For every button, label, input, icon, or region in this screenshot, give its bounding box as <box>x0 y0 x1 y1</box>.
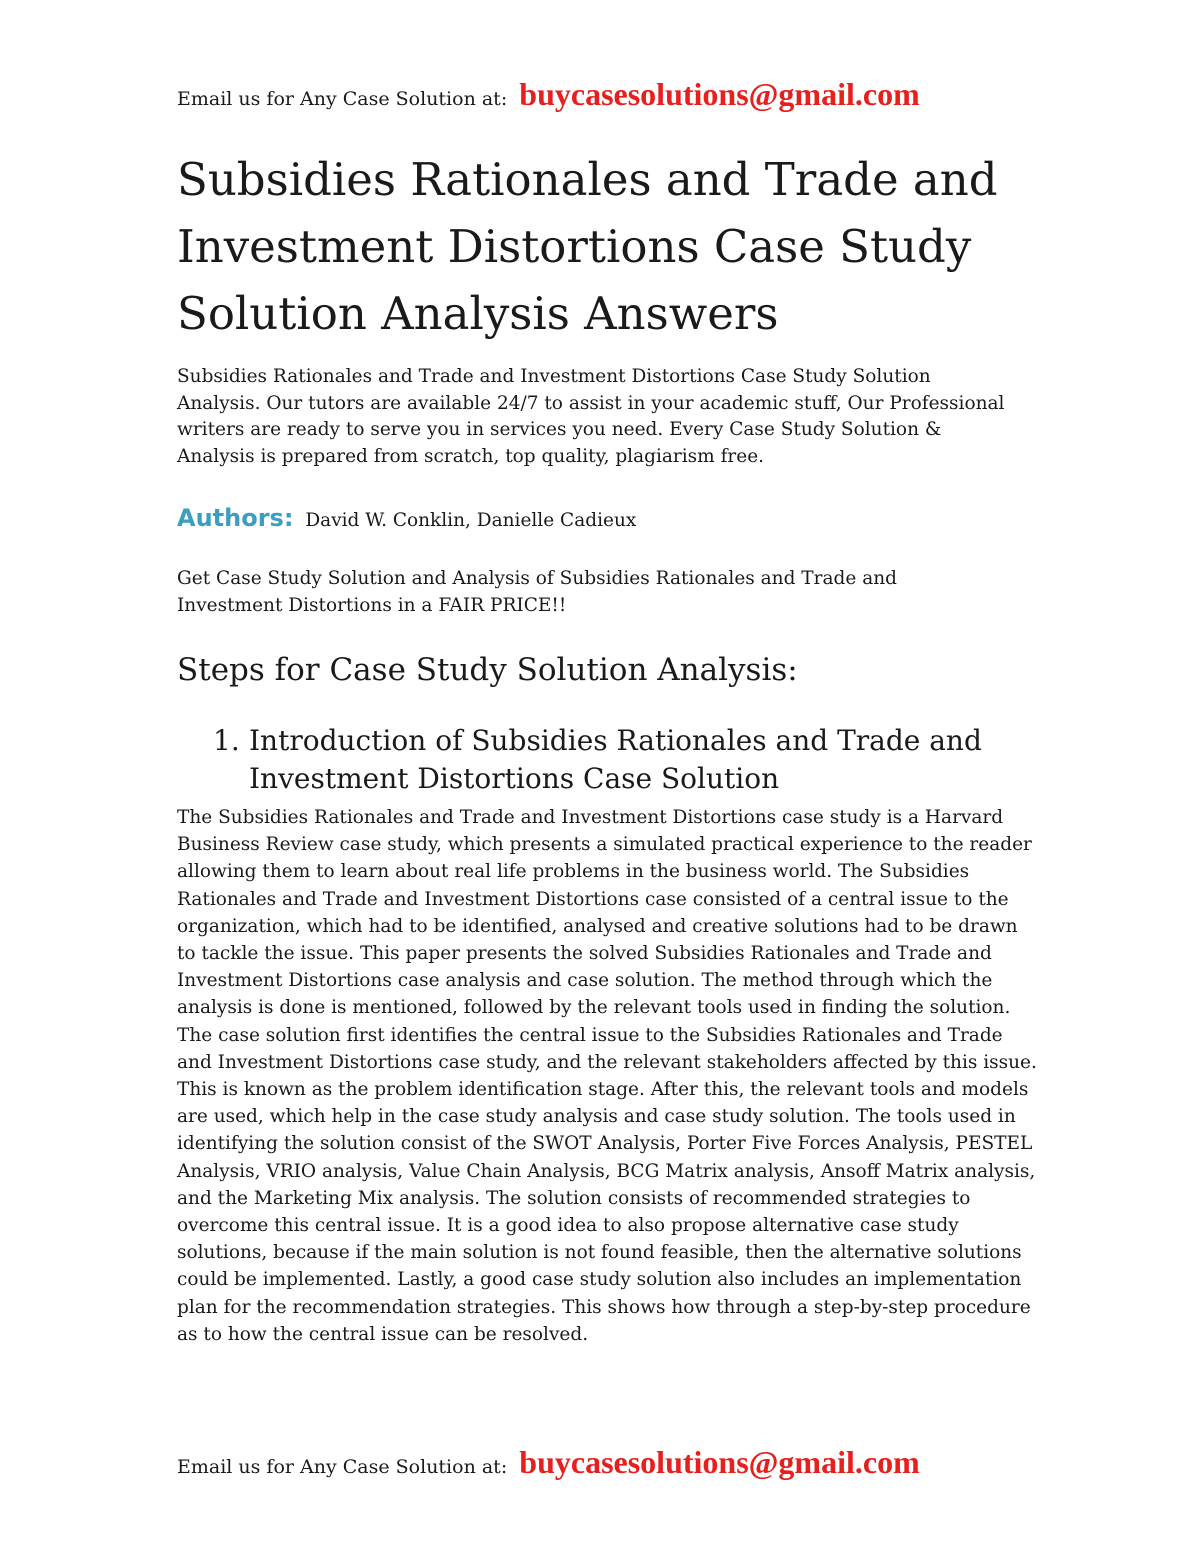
step-1-heading <box>213 722 1043 798</box>
offer-paragraph: Get Case Study Solution and Analysis of Subsidies Rationales and Trade and Investment Distortions in a FAIR PRICE!! <box>177 568 897 616</box>
body-paragraph-2: The case solution first identifies the central issue to the Subsidies Rationales and Trade and Investment Distortions case study, and the relevant stakeholders affected by this issue. This is known as the problem identification stage. After this, the relevant tools and models are used, which help in the case study analysis and case study solution. The tools used in identifying the solution consist of the SWOT Analysis, Porter Five Forces Analysis, PESTEL Analysis, VRIO analysis, Value Chain Analysis, BCG Matrix analysis, Ansoff Matrix analysis, and the Marketing Mix analysis. The solution consists of recommended strategies to overcome this central issue. It is a good idea to also propose alternative case study solutions, because if the main solution is not found feasible, then the alternative solutions could be implemented. Lastly, a good case study solution also includes an implementation plan for the recommendation strategies. This shows how through a step-by-step procedure as to how the central issue can be resolved. <box>177 1024 1037 1345</box>
steps-heading: Steps for Case Study Solution Analysis: <box>177 652 798 688</box>
step-1-title: Introduction of Subsidies Rationales and Trade and Investment Distortions Case Solution <box>249 724 982 795</box>
document-title: Subsidies Rationales and Trade and Investment Distortions Case Study Solution Analysis Answers <box>177 153 998 340</box>
intro-paragraph: Subsidies Rationales and Trade and Investment Distortions Case Study Solution Analysis. Our tutors are available 24/7 to assist in your academic stuff, Our Professional writers are ready to serve you in services you need. Every Case Study Solution & Analysis is prepared from scratch, top quality, plagiarism free. <box>177 366 1005 467</box>
header-email-line <box>177 76 920 113</box>
body-text <box>177 804 1037 1348</box>
step-1-number: 1. <box>213 724 240 757</box>
authors-line <box>177 504 636 532</box>
body-paragraph-1: The Subsidies Rationales and Trade and Investment Distortions case study is a Harvard Business Review case study, which presents a simulated practical experience to the reader allowing them to learn about real life problems in the business world. The Subsidies Rationales and Trade and Investment Distortions case consisted of a central issue to the organization, which had to be identified, analysed and creative solutions had to be drawn to tackle the issue. This paper presents the solved Subsidies Rationales and Trade and Investment Distortions case analysis and case solution. The method through which the analysis is done is mentioned, followed by the relevant tools used in finding the solution. <box>177 807 1032 1019</box>
footer-email-link[interactable]: buycasesolutions@gmail.com <box>519 1444 920 1480</box>
footer-email-prefix: Email us for Any Case Solution at: <box>177 1456 508 1478</box>
header-email-link[interactable]: buycasesolutions@gmail.com <box>519 76 920 112</box>
authors-label: Authors: <box>177 504 294 532</box>
header-email-prefix: Email us for Any Case Solution at: <box>177 88 508 110</box>
authors-names: David W. Conklin, Danielle Cadieux <box>305 510 637 531</box>
footer-email-line <box>177 1444 920 1481</box>
